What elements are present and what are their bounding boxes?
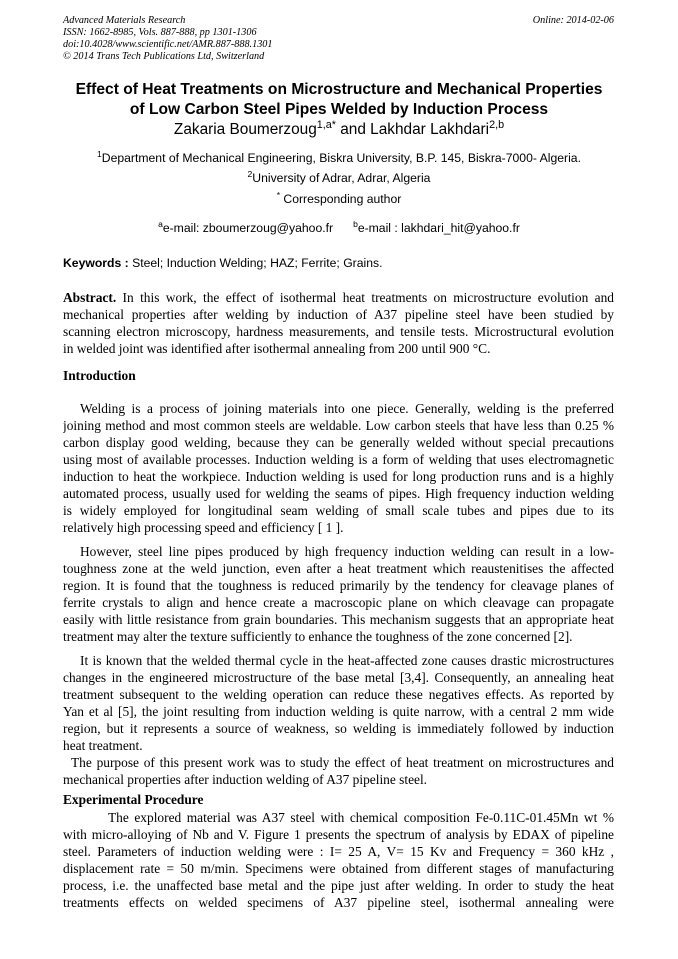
paragraph-line: displacement rate = 50 m/min. Specimens were obtained from different stages of manufacturing — [63, 861, 614, 876]
paragraph-line: ferrite crystals to align and hence create a macroscopic plane on which cleavage can propagate — [63, 595, 614, 610]
journal-name: Advanced Materials Research — [63, 15, 186, 26]
paragraph-line: The purpose of this present work was to study the effect of heat treatment on microstructures and — [71, 755, 614, 770]
affiliation-2-sup: 2 — [247, 168, 253, 179]
title-line-2: of Low Carbon Steel Pipes Welded by Induction Process — [129, 101, 549, 118]
paragraph-line: relatively high processing speed and efficiency [ 1 ]. — [63, 520, 344, 535]
affiliation-1 — [40, 148, 638, 165]
corresponding-author — [40, 189, 638, 206]
paragraph-line: with micro-alloying of Nb and V. Figure 1 presents the spectrum of analysis by EDAX of pipeline — [63, 827, 614, 842]
email-a-sup: a — [158, 218, 163, 229]
paragraph-line: Yan et al [5], the joint resulting from induction welding is quite narrow, with a central 2 mm wide — [63, 704, 614, 719]
paragraph-line: automated process, usually used for welding the seams of pipes. High frequency induction welding — [63, 486, 614, 501]
paragraph-line: treatment may alter the texture sufficiently to enhance the toughness of the zone concerned [2]. — [63, 629, 573, 644]
section-heading-introduction: Introduction — [63, 368, 136, 383]
paragraph-line: toughness zone at the weld junction, even after a heat treatment which reaustenitises the affected — [63, 561, 614, 576]
email-a[interactable]: e-mail: zboumerzoug@yahoo.fr — [162, 221, 334, 235]
issn-line: ISSN: 1662-8985, Vols. 887-888, pp 1301-1306 — [63, 27, 257, 38]
paragraph-line: It is known that the welded thermal cycle in the heat-affected zone causes drastic microstructures — [80, 653, 614, 668]
paragraph-line: is widely employed for longitudinal seam welding of small scale tubes and pipes due to its — [63, 503, 614, 518]
email-b[interactable]: e-mail : lakhdari_hit@yahoo.fr — [357, 221, 520, 235]
paragraph-line: steel. Parameters of induction welding were : I= 25 A, V= 15 Kv and Frequency = 360 kHz , — [63, 844, 614, 859]
paragraph-line: easily with little resistance from grain boundaries. This mechanism suggests that an appropriate heat — [63, 612, 614, 627]
keywords-label: Keywords : — [63, 256, 129, 270]
paragraph-line: treatments effects on welded specimens of A37 pipeline steel, isothermal annealing were — [63, 895, 614, 910]
abstract-line: scanning electron microscopy, hardness measurements, and tensile tests. Microstructural evolution — [63, 324, 614, 339]
author-1-sup: 1,a* — [316, 118, 336, 131]
paragraph-line: The explored material was A37 steel with chemical composition Fe-0.11C-01.45Mn wt % — [108, 810, 614, 825]
paragraph-line: Welding is a process of joining materials into one piece. Generally, welding is the preferred — [80, 401, 614, 416]
paragraph-line: carbon display good welding, because they can be generally welded without special precautions — [63, 435, 614, 450]
affiliation-1-text: Department of Mechanical Engineering, Biskra University, B.P. 145, Biskra-7000- Algeria. — [101, 151, 581, 165]
paragraph-line: However, steel line pipes produced by high frequency induction welding can result in a low- — [80, 544, 614, 559]
copyright-line: © 2014 Trans Tech Publications Ltd, Switzerland — [63, 51, 265, 62]
affiliation-2-text: University of Adrar, Adrar, Algeria — [252, 171, 431, 185]
corresponding-text: Corresponding author — [280, 192, 402, 206]
paragraph-line: joining method and most common steels are weldable. Low carbon steels that have less than 0.25 % — [63, 418, 614, 433]
email-line — [40, 218, 638, 235]
paragraph-line: mechanical properties after induction welding of A37 pipeline steel. — [63, 772, 428, 787]
paragraph-line: heat treatment. — [63, 738, 143, 753]
email-b-sup: b — [353, 218, 358, 229]
paragraph-line: induction to heat the workpiece. Induction welding is used for long production runs and is a highly — [63, 469, 614, 484]
online-date: Online: 2014-02-06 — [532, 15, 614, 26]
title-line-1: Effect of Heat Treatments on Microstructure and Mechanical Properties — [75, 81, 603, 98]
keywords — [63, 256, 383, 270]
author-and: and — [335, 121, 371, 138]
author-1: Zakaria Boumerzoug — [173, 121, 317, 138]
abstract-line — [63, 289, 614, 306]
paragraph-line: changes in the engineered microstructure of the base metal [3,4]. Consequently, an annealing heat — [63, 670, 614, 685]
affiliation-2 — [40, 168, 638, 185]
author-list — [40, 118, 638, 139]
abstract-label: Abstract. — [63, 290, 117, 305]
paragraph-line: region, but it represents a source of weakness, so welding is immediately followed by induction — [63, 721, 614, 736]
paragraph-line: using most of available processes. Induction welding is a form of welding that uses electromagnetic — [63, 452, 614, 467]
paragraph-line: region. It is found that the toughness is reduced primarily by the tendency for cleavage planes of — [63, 578, 614, 593]
abstract-line: mechanical properties after welding by induction of A37 pipeline steel have been studied by — [63, 307, 614, 322]
abstract-text: In this work, the effect of isothermal heat treatments on microstructure evolution and — [116, 290, 614, 305]
keywords-text: Steel; Induction Welding; HAZ; Ferrite; Grains. — [128, 256, 383, 270]
author-2-sup: 2,b — [489, 118, 505, 131]
paragraph-line: process, i.e. the unaffected base metal and the pipe just after welding. In order to study the heat — [63, 878, 614, 893]
paragraph-line: treatment subsequent to the welding operation can reduce these negatives effects. As reported by — [63, 687, 614, 702]
corresponding-sup: * — [276, 189, 281, 200]
author-2: Lakhdar Lakhdari — [370, 121, 490, 138]
affiliation-1-sup: 1 — [97, 148, 102, 159]
abstract-line: in welded joint was identified after isothermal annealing from 200 until 900 °C. — [63, 341, 491, 356]
doi-line: doi:10.4028/www.scientific.net/AMR.887-888.1301 — [63, 39, 273, 50]
section-heading-experimental: Experimental Procedure — [63, 792, 204, 807]
